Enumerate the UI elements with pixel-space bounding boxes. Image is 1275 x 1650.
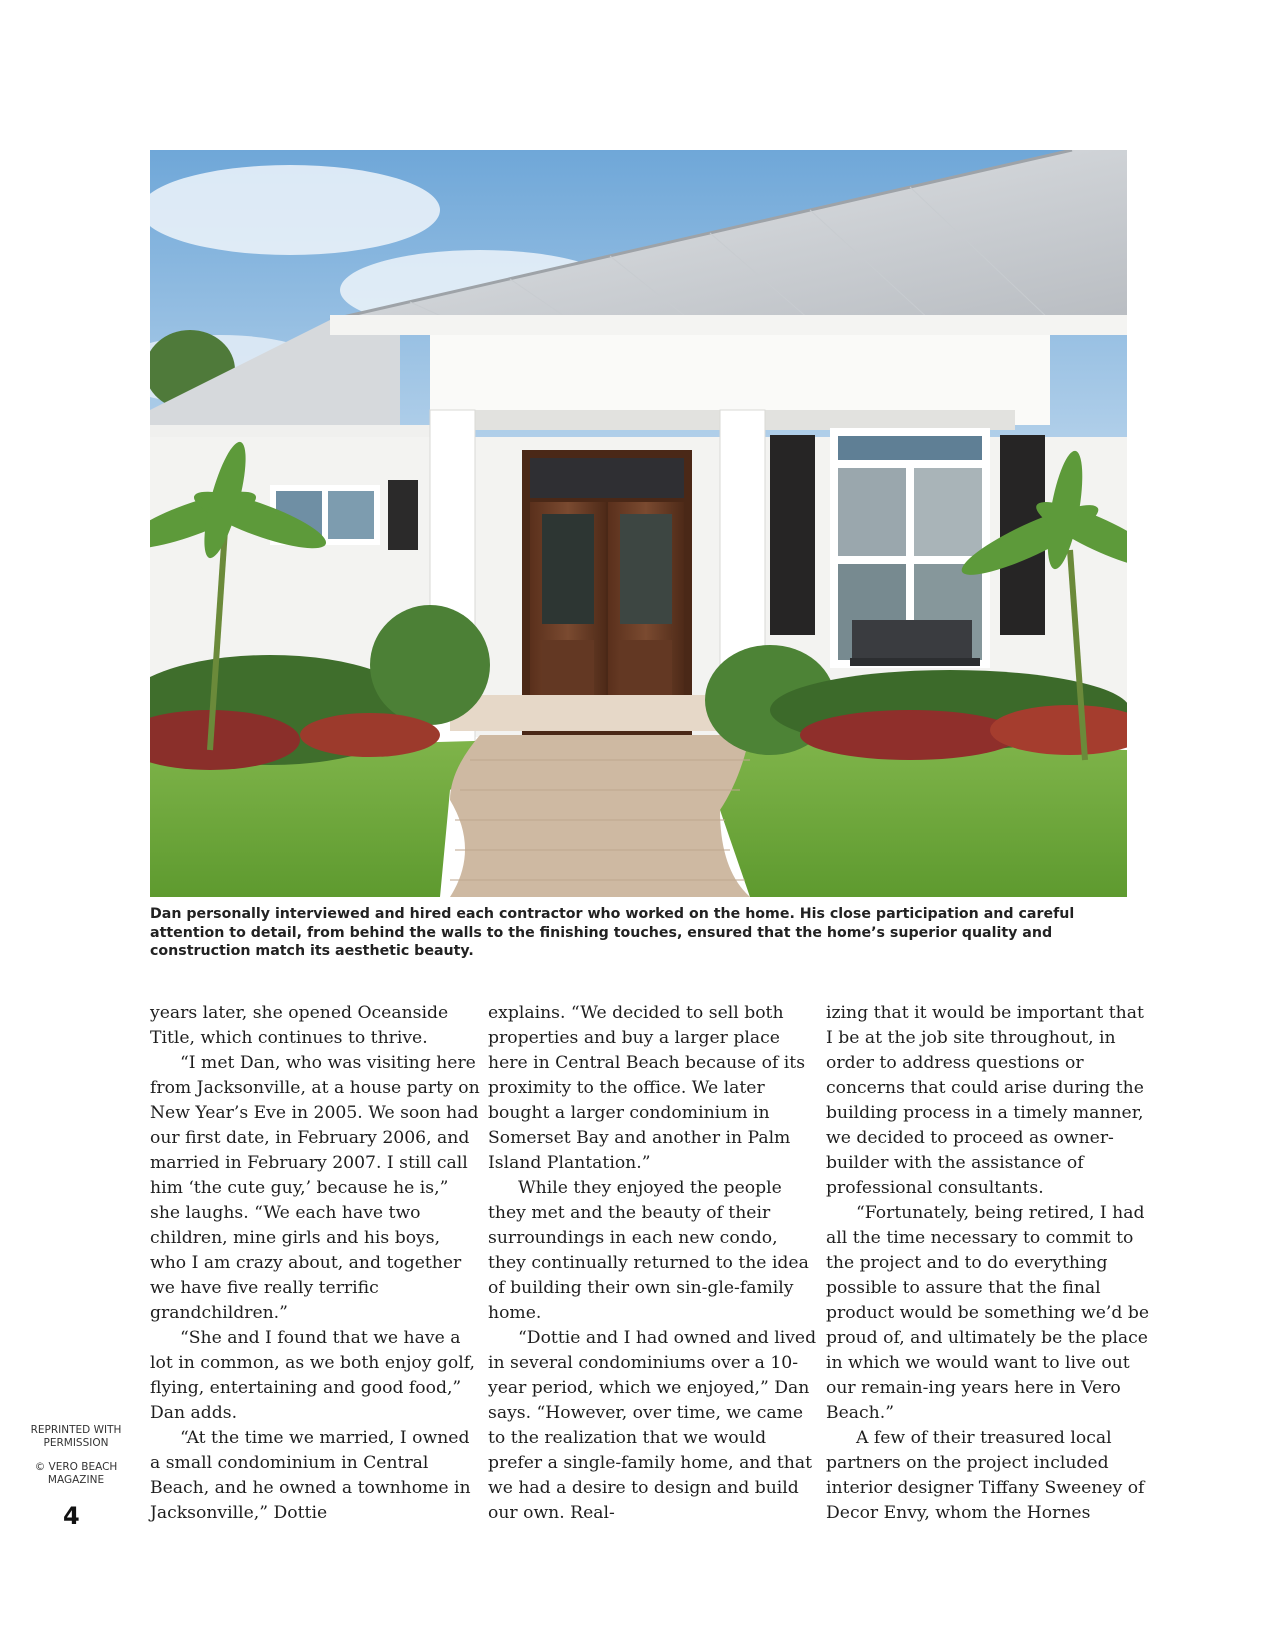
- paragraph: “Fortunately, being retired, I had all the time necessary to commit to the project and to do everything possible to assure that the final product would be something we’d be proud of, and ultimately be the place in which we would want to live out our remain-ing years here in Vero Beach.”: [826, 1203, 1149, 1423]
- copyright-notice: © VERO BEACH MAGAZINE: [34, 1461, 118, 1486]
- reprint-notice: REPRINTED WITH PERMISSION: [30, 1424, 122, 1449]
- paragraph: “At the time we married, I owned a small condominium in Central Beach, and he owned a townhome in Jacksonville,” Dottie: [150, 1428, 471, 1523]
- paragraph: “Dottie and I had owned and lived in several condominiums over a 10-year period, which we enjoyed,” Dan says. “However, over time, we came to the realization that we would prefer a single-family home, and that we had a desire to design and build our own. Real-: [488, 1328, 817, 1523]
- paragraph: years later, she opened Oceanside Title, which continues to thrive.: [150, 1003, 449, 1048]
- article-column-1: [150, 1001, 480, 1526]
- photo-caption: Dan personally interviewed and hired each contractor who worked on the home. His close participation and careful attention to detail, from behind the walls to the finishing touches, ensured that the home’s superior quality and construction match its aesthetic beauty.: [150, 906, 1075, 959]
- paragraph: “I met Dan, who was visiting here from Jacksonville, at a house party on New Year’s Eve in 2005. We soon had our first date, in February 2006, and married in February 2007. I still call him ‘the cute guy,’ because he is,” she laughs. “We each have two children, mine girls and his boys, who I am crazy about, and together we have five really terrific grandchildren.”: [150, 1053, 480, 1323]
- paragraph: explains. “We decided to sell both properties and buy a larger place here in Central Beach because of its proximity to the office. We later bought a larger condominium in Somerset Bay and another in Palm Island Plantation.”: [488, 1003, 806, 1173]
- page-number: 4: [63, 1502, 80, 1530]
- article-column-3: [826, 1001, 1156, 1526]
- paragraph: While they enjoyed the people they met and the beauty of their surroundings in each new condo, they continually returned to the idea of building their own sin-gle-family home.: [488, 1178, 809, 1323]
- paragraph: “She and I found that we have a lot in common, as we both enjoy golf, flying, entertaining and good food,” Dan adds.: [150, 1328, 475, 1423]
- article-column-2: [488, 1001, 818, 1526]
- paragraph: A few of their treasured local partners on the project included interior designer Tiffany Sweeney of Decor Envy, whom the Hornes: [826, 1428, 1145, 1523]
- house-photo: [150, 150, 1127, 897]
- paragraph: izing that it would be important that I be at the job site throughout, in order to address questions or concerns that could arise during the building process in a timely manner, we decided to proceed as owner-builder with the assistance of professional consultants.: [826, 1003, 1144, 1198]
